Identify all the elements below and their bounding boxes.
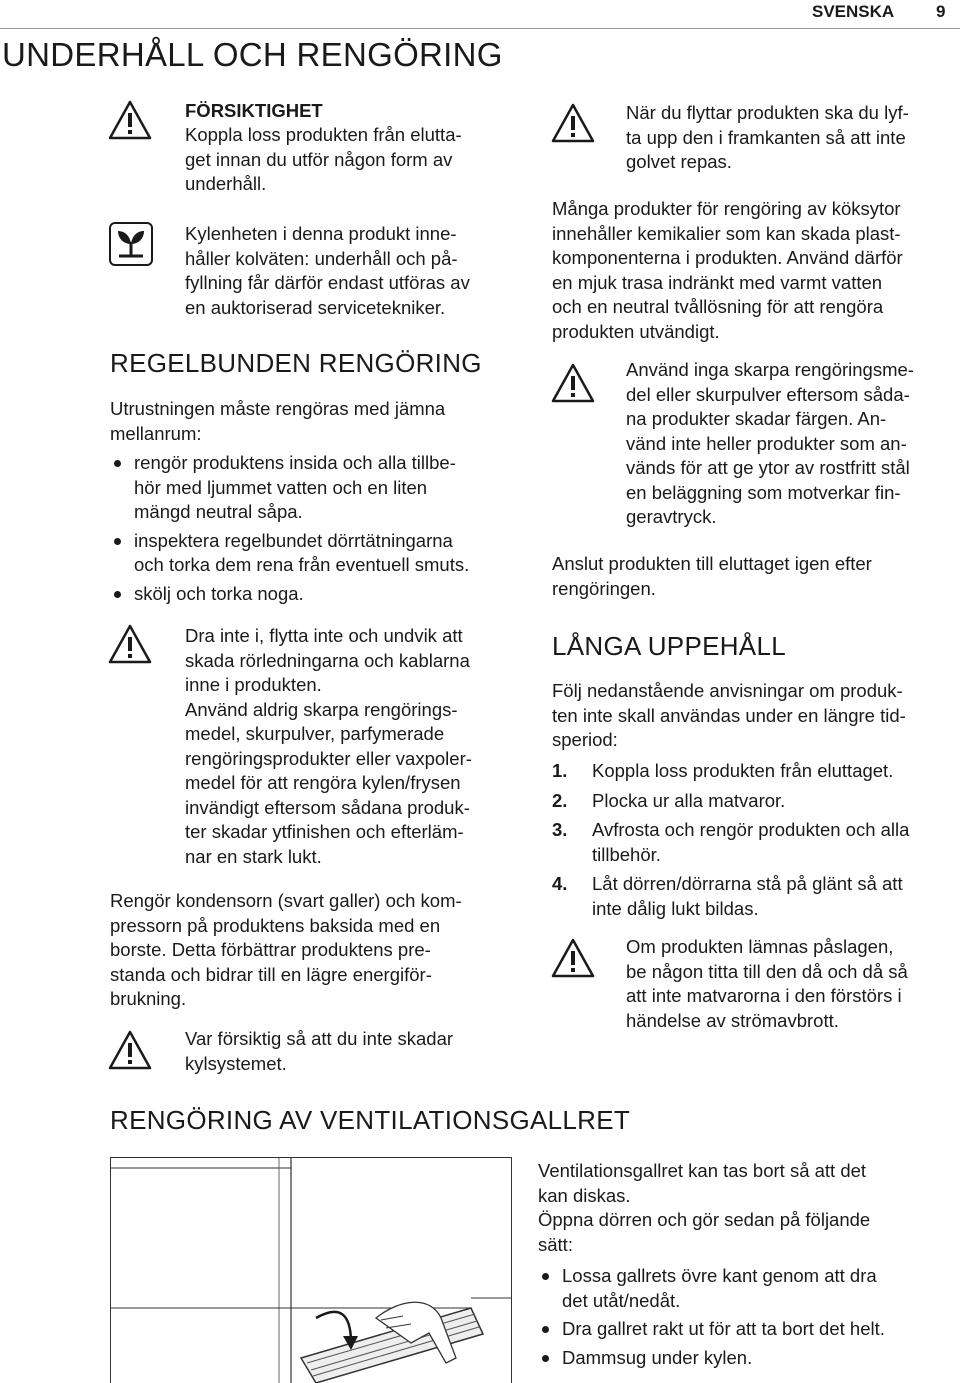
page-number: 9 [936, 2, 946, 21]
step-number: 4. [552, 873, 568, 894]
step-number: 3. [552, 819, 568, 840]
list-item: inspektera regelbundet dörrtätningarna och torka dem rena från eventuell smuts. [110, 529, 530, 578]
warning-triangle-icon [551, 363, 595, 403]
list-item: Dammsug under kylen. [538, 1346, 953, 1371]
list-item: Lossa gallrets övre kant genom att dra det utåt/nedåt. [538, 1264, 953, 1313]
warning-scouring-text: Använd inga skarpa rengöringsme- del eller skurpulver eftersom såda- na produkter skadar färgen. An- vänd inte heller produkter som an- vänds för att ge ytor av rostfritt stål en beläggning som motverkar fin- geravtryck. [626, 359, 914, 527]
warning-triangle-icon [551, 103, 595, 143]
list-item [552, 818, 957, 867]
section-title-regular-cleaning: REGELBUNDEN RENGÖRING [110, 348, 482, 378]
caution-text: Koppla loss produkten från elutta- get innan du utför någon form av underhåll. [185, 124, 462, 194]
chemicals-text: Många produkter för rengöring av köksytor innehåller kemikalier som kan skada plast- komponenterna i produkten. Använd därför en mjuk trasa indränkt med varmt vatten och en neutral tvållösning för att rengöra produkten utvändigt. [552, 198, 903, 342]
caution-title: FÖRSIKTIGHET [185, 100, 323, 121]
section-title-long-breaks: LÅNGA UPPEHÅLL [552, 631, 786, 661]
page-title: UNDERHÅLL OCH RENGÖRING [2, 36, 503, 73]
long-breaks-intro: Följ nedanstående anvisningar om produk- ten inte skall användas under en längre tid- speriod: [552, 680, 906, 750]
warning-on-text: Om produkten lämnas påslagen, be någon titta till den då och då så att inte matvarorna i den förstörs i händelse av strömavbrott. [626, 936, 908, 1031]
vent-bullet-list [538, 1264, 953, 1374]
step-number: 1. [552, 760, 568, 781]
list-item [552, 789, 957, 814]
step-text: Koppla loss produkten från eluttaget. [592, 760, 894, 781]
condenser-text: Rengör kondensorn (svart galler) och kom- pressorn på produktens baksida med en borste. Detta förbättrar produktens pre- standa och bidrar till en lägre energiför- brukning. [110, 890, 462, 1009]
header-rule [0, 28, 960, 29]
reconnect-text: Anslut produkten till eluttaget igen efter rengöringen. [552, 553, 872, 599]
section-title-vent-grille: RENGÖRING AV VENTILATIONSGALLRET [110, 1105, 631, 1135]
list-item [552, 759, 957, 784]
step-text: Avfrosta och rengör produkten och alla tillbehör. [592, 819, 910, 865]
list-item: skölj och torka noga. [110, 582, 530, 607]
step-text: Låt dörren/dörrarna stå på glänt så att inte dålig lukt bildas. [592, 873, 903, 919]
vent-grille-illustration [110, 1157, 512, 1383]
refrigerant-text: Kylenheten i denna produkt inne- håller kolväten: underhåll och på- fyllning får därför endast utföras av en auktoriserad servicetekniker. [185, 223, 470, 318]
environment-plant-icon [109, 222, 153, 266]
warning-triangle-icon [108, 100, 152, 140]
cleaning-bullet-list [110, 451, 530, 610]
warning-triangle-icon [108, 624, 152, 664]
list-item: Dra gallret rakt ut för att ta bort det helt. [538, 1317, 953, 1342]
step-text: Plocka ur alla matvaror. [592, 789, 786, 811]
warning-triangle-icon [551, 938, 595, 978]
warning-cooling-text: Var försiktig så att du inte skadar kylsystemet. [185, 1028, 454, 1074]
step-number: 2. [552, 789, 568, 811]
warning-triangle-icon [108, 1030, 152, 1070]
warning-move-text: När du flyttar produkten ska du lyf- ta upp den i framkanten så att inte golvet repas. [626, 102, 909, 172]
list-item [552, 872, 957, 921]
long-breaks-steps [552, 759, 957, 926]
regular-cleaning-intro: Utrustningen måste rengöras med jämna mellanrum: [110, 398, 446, 444]
warning-pipes-text: Dra inte i, flytta inte och undvik att skada rörledningarna och kablarna inne i produkten. Använd aldrig skarpa rengörings- medel, skurpulver, parfymerade rengöringsprodukter eller vaxpoler- medel för att rengöra kylen/frysen invändigt eftersom sådana produk- ter skadar ytfinishen och efterläm- nar en stark lukt. [185, 625, 472, 867]
vent-text: Ventilationsgallret kan tas bort så att det kan diskas. Öppna dörren och gör sedan på följande sätt: [538, 1160, 871, 1255]
language-label: SVENSKA [812, 2, 895, 21]
list-item: rengör produktens insida och alla tillbe- hör med ljummet vatten och en liten mängd neutral såpa. [110, 451, 530, 525]
